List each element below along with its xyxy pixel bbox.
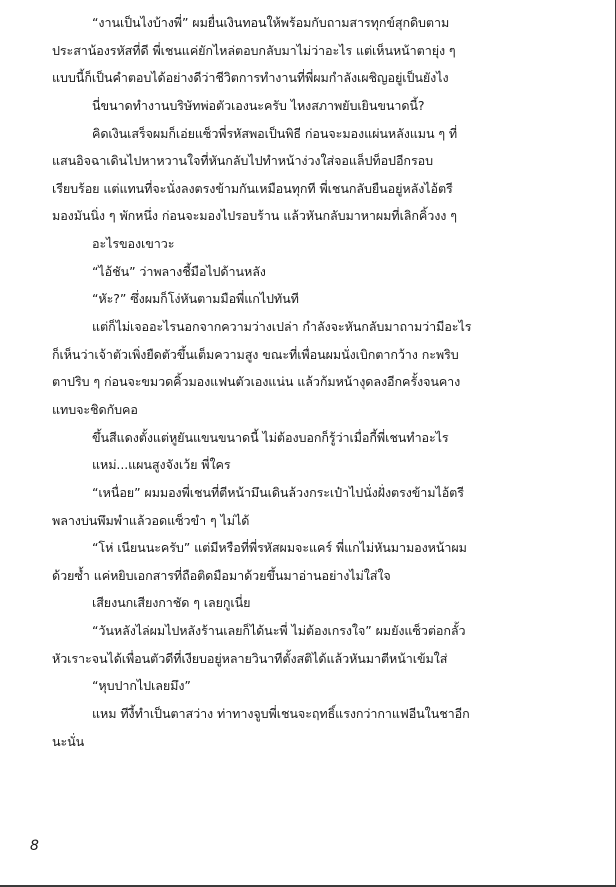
text-line: ตาปริบ ๆ ก่อนจะขมวดคิ้วมองแฟนตัวเองแน่น แล้วก้มหน้างุดลงอีกครั้งจนคาง bbox=[52, 374, 461, 390]
text-line: “ไอ้ชัน” ว่าพลางชี้มือไปด้านหลัง bbox=[92, 263, 266, 279]
text-line: “หุบปากไปเลยมึง” bbox=[92, 678, 191, 694]
text-line: ด้วยซ้ำ แค่หยิบเอกสารที่ถือติดมือมาด้วยขึ้นมาอ่านอย่างไม่ใส่ใจ bbox=[52, 567, 391, 583]
text-line: แหม่...แผนสูงจังเว้ย พี่ใคร bbox=[92, 457, 231, 473]
text-line: พลางบ่นพึมพำแล้วอดแซ็วขำ ๆ ไม่ได้ bbox=[52, 512, 250, 528]
text-line: “โห่ เนียนนะครับ” แต่มีหรือที่พี่รหัสผมจะแคร์ พี่แกไม่หันมามองหน้าผม bbox=[92, 540, 467, 556]
text-line: แสนอิจฉาเดินไปหาหวานใจที่หันกลับไปทำหน้าง่วงใส่จอแล็ปท็อปอีกรอบ bbox=[52, 153, 433, 169]
text-line: แทบจะชิดกับคอ bbox=[52, 401, 138, 417]
text-line: หัวเราะจนได้เพื่อนตัวดีที่เงียบอยู่หลายวินาทีตั้งสติได้แล้วหันมาตีหน้าเข้มใส่ bbox=[52, 650, 448, 666]
text-line: แหม ทีงี้ทำเป็นตาสว่าง ท่าทางจูบพี่เชนจะฤทธิ์แรงกว่ากาแฟอีนในชาอีก bbox=[92, 706, 470, 722]
document-body bbox=[52, 9, 526, 755]
text-line: แบบนี้ก็เป็นคำตอบได้อย่างดีว่าชีวิตการทำงานที่พี่ผมกำลังเผชิญอยู่เป็นยังไง bbox=[52, 70, 449, 86]
text-line: เรียบร้อย แต่แทนที่จะนั่งลงตรงข้ามกันเหมือนทุกที พี่เชนกลับยืนอยู่หลังไอ้ตรี bbox=[52, 180, 453, 196]
page-number: 8 bbox=[30, 838, 39, 854]
text-line: เสียงนกเสียงกาชัด ๆ เลยกูเนี่ย bbox=[92, 595, 251, 611]
text-line: “เหนื่อย” ผมมองพี่เชนที่ตีหน้ามึนเดินล้วงกระเป๋าไปนั่งฝั่งตรงข้ามไอ้ตรี bbox=[92, 484, 464, 500]
text-line: อะไรของเขาวะ bbox=[92, 236, 175, 252]
text-line: นะนั่น bbox=[52, 733, 85, 749]
text-line: “งานเป็นไงบ้างพี่” ผมยื่นเงินทอนให้พร้อมกับถามสารทุกข์สุกดิบตาม bbox=[92, 15, 450, 30]
text-line: “หัะ?” ซึ่งผมก็โง่หันตามมือพี่แกไปทันที bbox=[92, 291, 299, 307]
text-line: ก็เห็นว่าเจ้าตัวเพิ่งยืดตัวขึ้นเต็มความสูง ขณะที่เพื่อนผมนั่งเบิกตากว้าง กะพริบ bbox=[52, 346, 459, 362]
text-line: ประสาน้องรหัสที่ดี พี่เชนแค่ยักไหล่ตอบกลับมาไม่ว่าอะไร แต่เห็นหน้าตายุ่ง ๆ bbox=[52, 42, 456, 58]
text-line: คิดเงินเสร็จผมก็เอ่ยแซ็วพี่รหัสพอเป็นพิธี ก่อนจะมองแผ่นหลังแมน ๆ ที่ bbox=[92, 125, 458, 141]
text-line: “วันหลังไล่ผมไปหลังร้านเลยก็ได้นะพี่ ไม่ต้องเกรงใจ” ผมยังแซ็วต่อกลั้ว bbox=[92, 623, 466, 639]
text-line: ขึ้นสีแดงตั้งแต่หูยันแขนขนาดนี้ ไม่ต้องบอกก็รู้ว่าเมื่อกี้พี่เชนทำอะไร bbox=[92, 429, 449, 445]
text-line: นี่ขนาดทำงานบริษัทพ่อตัวเองนะครับ ไหงสภาพยับเยินขนาดนี้? bbox=[92, 97, 425, 113]
text-line: มองมันนิ่ง ๆ พักหนึ่ง ก่อนจะมองไปรอบร้าน แล้วหันกลับมาหาผมที่เลิกคิ้วงง ๆ bbox=[52, 208, 457, 224]
text-line: แต่ก็ไม่เจออะไรนอกจากความว่างเปล่า กำลังจะหันกลับมาถามว่ามีอะไร bbox=[92, 319, 472, 335]
